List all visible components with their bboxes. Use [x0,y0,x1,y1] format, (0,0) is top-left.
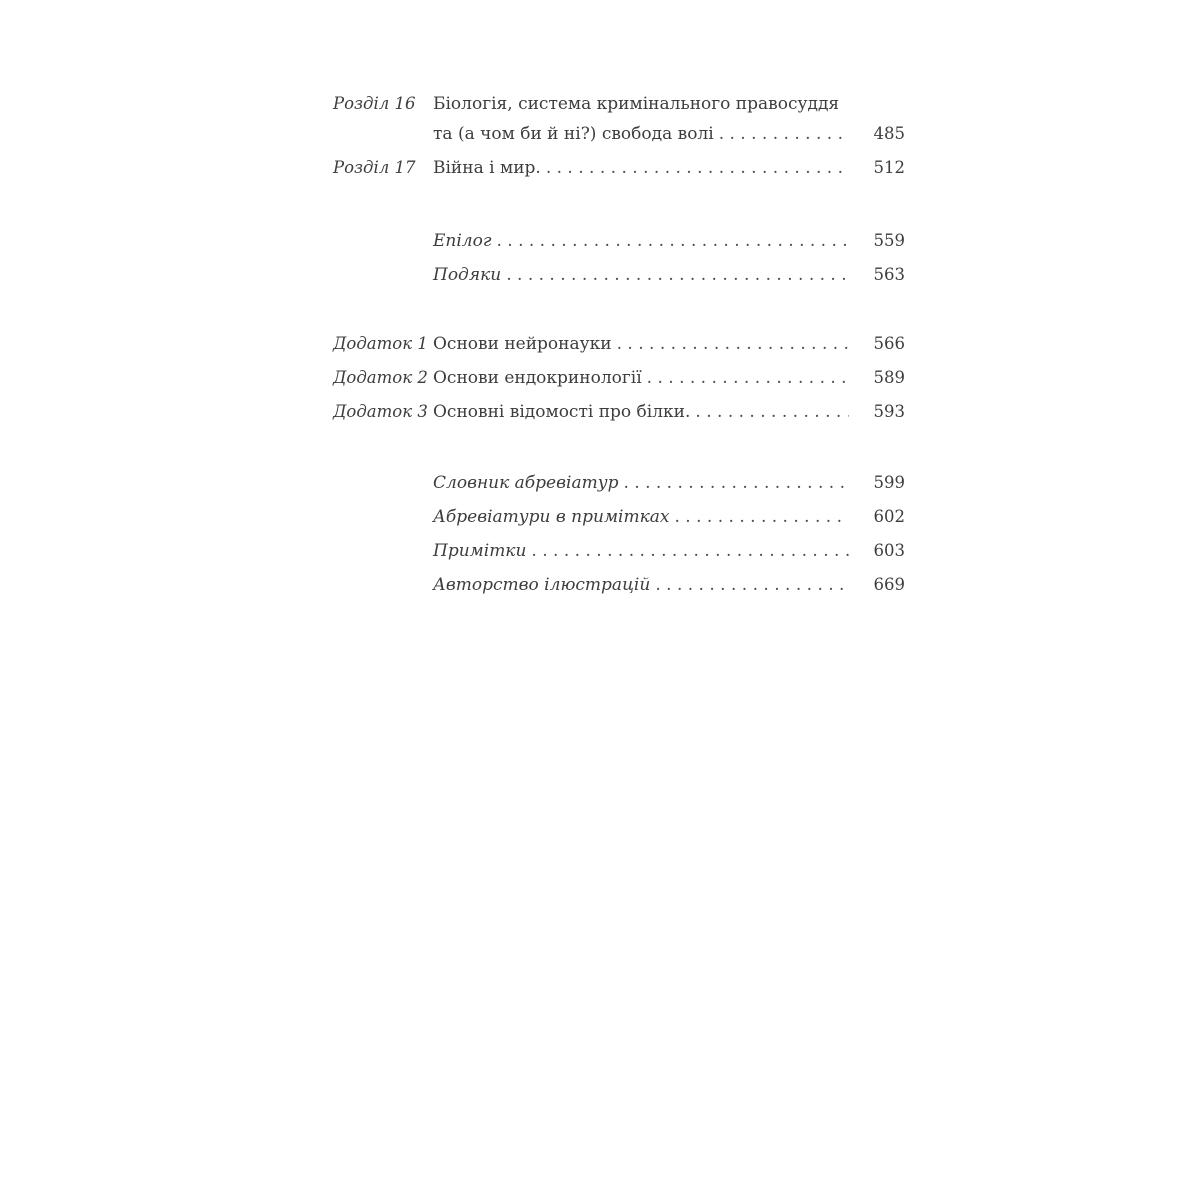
appendix-title: Основи ендокринології [433,368,642,388]
appendix-label: Додаток 1 [333,334,428,353]
chapter-title-line1: Біологія, система кримінального правосуддя [433,94,840,114]
chapter-label: Розділ 16 [333,94,416,113]
dot-leader [695,395,849,429]
toc-entry-epilogue [333,224,905,258]
dot-leader [655,568,849,602]
toc-entry-appendix-1 [333,327,905,361]
page-number: 485 [873,124,905,143]
dot-leader [617,327,849,361]
entry-title: Абревіатури в примітках [433,507,670,527]
dot-leader [623,466,849,500]
page-number: 599 [873,473,905,492]
dot-leader [496,224,849,258]
page-number: 603 [873,541,905,560]
dot-leader [647,361,849,395]
toc-entry-notes [333,534,905,568]
page-number: 563 [873,265,905,284]
toc-entry-chapter-16-continued [333,117,905,151]
toc-entry-acknowledgements [333,258,905,292]
page-number: 602 [873,507,905,526]
page-number: 589 [873,368,905,387]
chapter-title-line2: та (а чом би й ні?) свобода волі [433,124,714,144]
dot-leader [719,117,849,151]
page-number: 512 [873,158,905,177]
table-of-contents [333,91,905,602]
dot-leader [674,500,849,534]
page-number: 559 [873,231,905,250]
entry-title: Подяки [433,265,502,285]
page-number: 566 [873,334,905,353]
toc-entry-chapter-17 [333,151,905,185]
page-number: 669 [873,575,905,594]
chapter-label: Розділ 17 [333,158,416,177]
chapter-title: Війна і мир. [433,158,541,178]
dot-leader [506,258,849,292]
entry-title: Авторство ілюстрацій [433,575,651,595]
entry-title: Примітки [433,541,527,561]
toc-entry-illustration-credits [333,568,905,602]
page-number: 593 [873,402,905,421]
toc-entry-abbreviation-glossary [333,466,905,500]
appendix-label: Додаток 2 [333,368,428,387]
appendix-title: Основні відомості про білки. [433,402,691,422]
dot-leader [546,151,849,185]
appendix-label: Додаток 3 [333,402,428,421]
toc-entry-chapter-16 [333,91,905,117]
appendix-title: Основи нейронауки [433,334,612,354]
toc-entry-appendix-3 [333,395,905,429]
toc-entry-appendix-2 [333,361,905,395]
entry-title: Словник абревіатур [433,473,619,493]
toc-entry-abbreviations-in-notes [333,500,905,534]
dot-leader [531,534,849,568]
entry-title: Епілог [433,231,492,251]
